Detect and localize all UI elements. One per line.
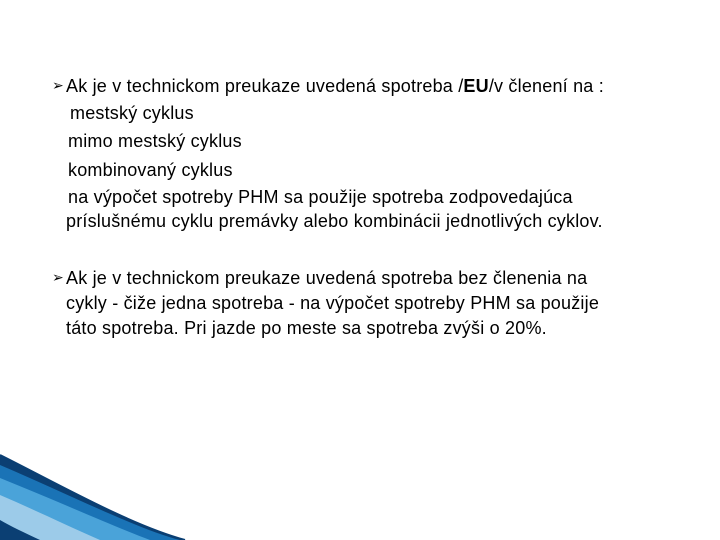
bullet-line xyxy=(66,75,604,97)
arrow-bullet-icon: ➢ xyxy=(52,77,64,93)
bullet-line-combined-cycle: kombinovaný cyklus xyxy=(68,160,233,180)
bullet-line-extra-urban-cycle: mimo mestský cyklus xyxy=(68,131,242,151)
bullet-text-pre: Ak je v technickom preukaze uvedená spotreba / xyxy=(66,76,464,96)
wave-band-dark xyxy=(0,455,185,540)
bullet-line: príslušnému cyklu premávky alebo kombinácii jednotlivých cyklov. xyxy=(66,211,603,231)
bullet-line: na výpočet spotreby PHM sa použije spotreba zodpovedajúca xyxy=(68,187,573,207)
bullet-line-urban-cycle: mestský cyklus xyxy=(70,103,194,123)
wave-band-pale xyxy=(0,495,100,540)
bullet-line: cykly - čiže jedna spotreba - na výpočet spotreby PHM sa použije xyxy=(66,293,600,313)
bullet-line: Ak je v technickom preukaze uvedená spotreba bez členenia na xyxy=(66,268,588,288)
wave-band-light xyxy=(0,478,150,540)
wave-highlight-line xyxy=(0,455,185,540)
wave-band-mid xyxy=(0,465,180,540)
bullet-line: táto spotreba. Pri jazde po meste sa spotreba zvýši o 20%. xyxy=(66,318,547,338)
arrow-bullet-icon: ➢ xyxy=(52,269,64,285)
bullet-text-post: /v členení na : xyxy=(488,76,604,96)
bullet-text-strong: EU xyxy=(463,76,489,96)
